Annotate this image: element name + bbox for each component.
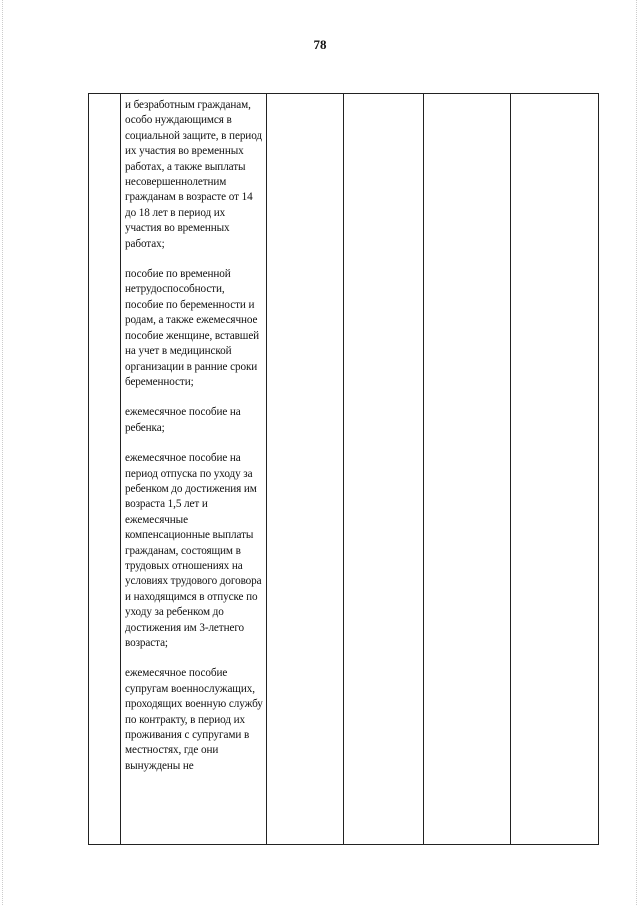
table-cell-empty (344, 94, 424, 845)
paragraph-childcare-leave: ежемесячное пособие на период отпуска по уходу за ребенком до достижения им возраста 1,5 лет и ежемесячные компенсационные выплаты гражданам, состоящим в трудовых отношениях на условиях трудового договора и находящимся в отпуске по уходу за ребенком до достижения им 3-летнего возраста; (125, 452, 262, 649)
benefits-table (88, 93, 599, 845)
table-cell-empty (267, 94, 344, 845)
table-cell-empty (511, 94, 599, 845)
table-cell-description (121, 94, 267, 845)
paragraph-disability-maternity: пособие по временной нетрудоспособности, пособие по беременности и родам, а также ежемесячное пособие женщине, вставшей на учет в медицинской организации в ранние сроки беременности; (125, 268, 260, 388)
table-cell-empty (424, 94, 511, 845)
table-row (89, 94, 599, 845)
scan-left-edge (2, 0, 5, 905)
table-cell-number (89, 94, 121, 845)
scan-right-edge (634, 0, 637, 905)
paragraph-temporary-work: и безработным гражданам, особо нуждающимся в социальной защите, в период их участия во временных работах, а также выплаты несовершеннолетним гражданам в возрасте от 14 до 18 лет в период их участия во временных работах; (125, 99, 262, 250)
paragraph-military-spouses: ежемесячное пособие супругам военнослужащих, проходящих военную службу по контракту, в период их проживания с супругами в местностях, где они вынуждены не (125, 667, 263, 772)
page-number: 78 (313, 37, 327, 52)
paragraph-child-allowance: ежемесячное пособие на ребенка; (125, 406, 241, 434)
